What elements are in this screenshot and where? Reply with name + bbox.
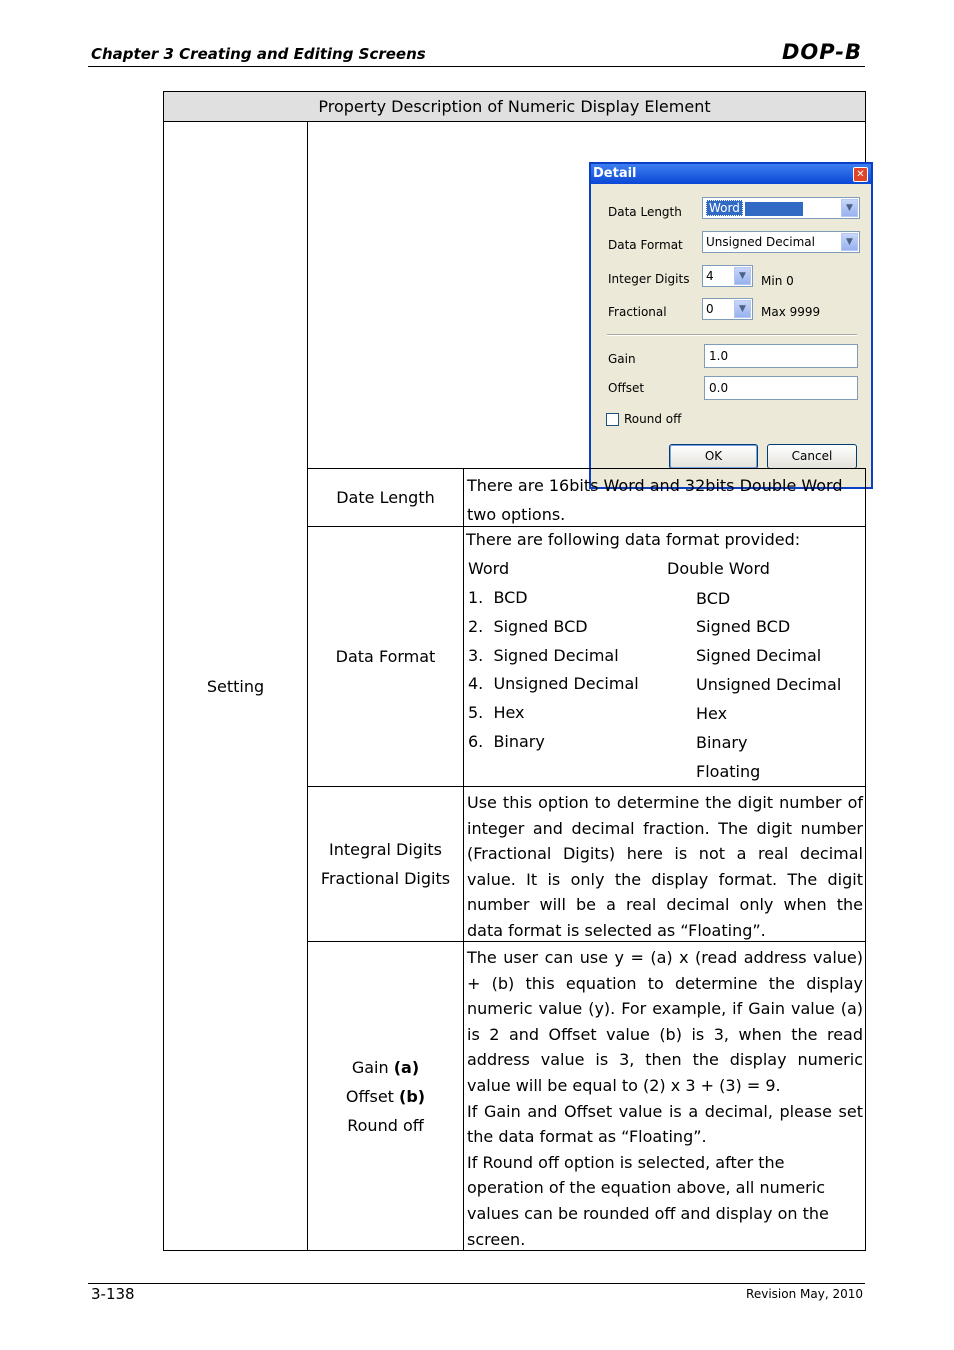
list-item: 3. Signed Decimal <box>468 646 619 665</box>
product-logo: DOP-B <box>782 40 863 64</box>
list-item: Floating <box>696 762 761 781</box>
category-cell <box>163 121 308 1251</box>
gain-offset-paragraph-2: If Gain and Offset value is a decimal, please set the data format as “Floating”. <box>467 1101 863 1147</box>
data-format-description <box>463 526 866 787</box>
ok-button[interactable]: OK <box>669 444 758 469</box>
dialog-title: Detail <box>593 166 637 181</box>
property-table <box>163 91 866 1251</box>
list-item: 2. Signed BCD <box>468 617 588 636</box>
footer-divider <box>88 1283 865 1284</box>
data-length-row-label <box>307 468 464 527</box>
data-format-intro: There are following data format provided: <box>466 530 801 549</box>
chevron-down-icon[interactable]: ▼ <box>734 300 751 318</box>
gain-offset-paragraph-3: If Round off option is selected, after the operation of the equation above, all numeric values can be rounded off and display on the screen. <box>467 1152 829 1249</box>
fractional-digits-label: Fractional Digits <box>320 869 451 888</box>
header-divider <box>88 66 865 67</box>
list-item: Hex <box>696 704 728 723</box>
integer-digits-select[interactable] <box>702 265 753 287</box>
data-format-select[interactable] <box>702 231 860 253</box>
list-item: BCD <box>696 589 731 608</box>
dialog-separator <box>607 334 857 336</box>
gain-input[interactable]: 1.0 <box>704 344 858 368</box>
digits-row-label <box>307 786 464 942</box>
chevron-down-icon[interactable]: ▼ <box>734 267 751 285</box>
close-icon[interactable]: ✕ <box>853 167 868 182</box>
gain-label: Gain <box>608 352 636 366</box>
offset-row-label-text: Offset <box>345 1086 400 1106</box>
list-item: 1. BCD <box>468 588 528 607</box>
data-format-value: Unsigned Decimal <box>706 235 815 249</box>
round-off-label: Round off <box>624 412 682 426</box>
double-word-column-header: Double Word <box>667 559 770 578</box>
offset-input[interactable]: 0.0 <box>704 376 858 400</box>
data-format-row-label-text: Data Format <box>335 647 436 666</box>
gain-offset-description <box>463 941 866 1251</box>
chapter-title: Chapter 3 Creating and Editing Screens <box>91 45 426 63</box>
dialog-image-cell <box>307 121 866 469</box>
word-column-header: Word <box>468 559 510 578</box>
revision-date: Revision May, 2010 <box>746 1287 863 1301</box>
gain-row-label-text: Gain <box>351 1057 394 1077</box>
offset-row-label <box>346 1082 425 1111</box>
detail-dialog <box>589 162 873 489</box>
gain-row-label-bold: (a) <box>393 1057 420 1077</box>
cancel-button[interactable]: Cancel <box>767 444 857 469</box>
list-item: Signed Decimal <box>696 646 822 665</box>
offset-label: Offset <box>608 381 645 395</box>
table-title: Property Description of Numeric Display Element <box>163 91 866 122</box>
data-length-row-label-text: Date Length <box>336 488 435 507</box>
page-number: 3-138 <box>91 1285 135 1303</box>
integer-digits-value: 4 <box>706 269 714 283</box>
fractional-select[interactable] <box>702 298 753 320</box>
fractional-value: 0 <box>706 302 714 316</box>
fractional-label: Fractional <box>608 305 667 319</box>
gain-offset-row-label <box>307 941 464 1251</box>
list-item: 4. Unsigned Decimal <box>468 674 639 693</box>
data-length-select[interactable] <box>702 197 860 219</box>
max-label: Max 9999 <box>761 305 821 319</box>
chevron-down-icon[interactable]: ▼ <box>841 233 858 251</box>
gain-row-label <box>352 1053 419 1082</box>
gain-offset-paragraph-1: The user can use y = (a) x (read address value) + (b) this equation to determine the display numeric value (y). For example, if Gain value (a) is 2 and Offset value (b) is 3, when the read address value is 3, then the display numeric value will be equal to (2) x 3 + (3) = 9. <box>467 948 863 1095</box>
data-format-row-label <box>307 526 464 787</box>
list-item: Binary <box>696 733 748 752</box>
selection-highlight <box>745 202 803 216</box>
list-item: 6. Binary <box>468 732 545 751</box>
integral-digits-label: Integral Digits <box>328 840 443 859</box>
data-length-description: There are 16bits Word and 32bits Double Word two options. <box>463 468 866 527</box>
dialog-titlebar <box>591 164 871 184</box>
offset-row-label-bold: (b) <box>399 1086 426 1106</box>
list-item: Signed BCD <box>696 617 791 636</box>
category-label: Setting <box>206 676 265 696</box>
integer-digits-label: Integer Digits <box>608 272 690 286</box>
round-off-checkbox[interactable] <box>606 413 619 426</box>
data-length-label: Data Length <box>608 205 682 219</box>
list-item: Unsigned Decimal <box>696 675 842 694</box>
chevron-down-icon[interactable]: ▼ <box>841 199 858 217</box>
round-off-row-label: Round off <box>347 1115 424 1135</box>
digits-description: Use this option to determine the digit number of integer and decimal fraction. The digit number (Fractional Digits) here is not a real decimal value. It is only the display format. The digit number will be a real decimal only when the data format is selected as “Floating”. <box>463 786 866 942</box>
min-label: Min 0 <box>761 274 794 288</box>
data-length-value: Word <box>706 200 743 216</box>
data-format-label: Data Format <box>608 238 683 252</box>
list-item: 5. Hex <box>468 703 525 722</box>
